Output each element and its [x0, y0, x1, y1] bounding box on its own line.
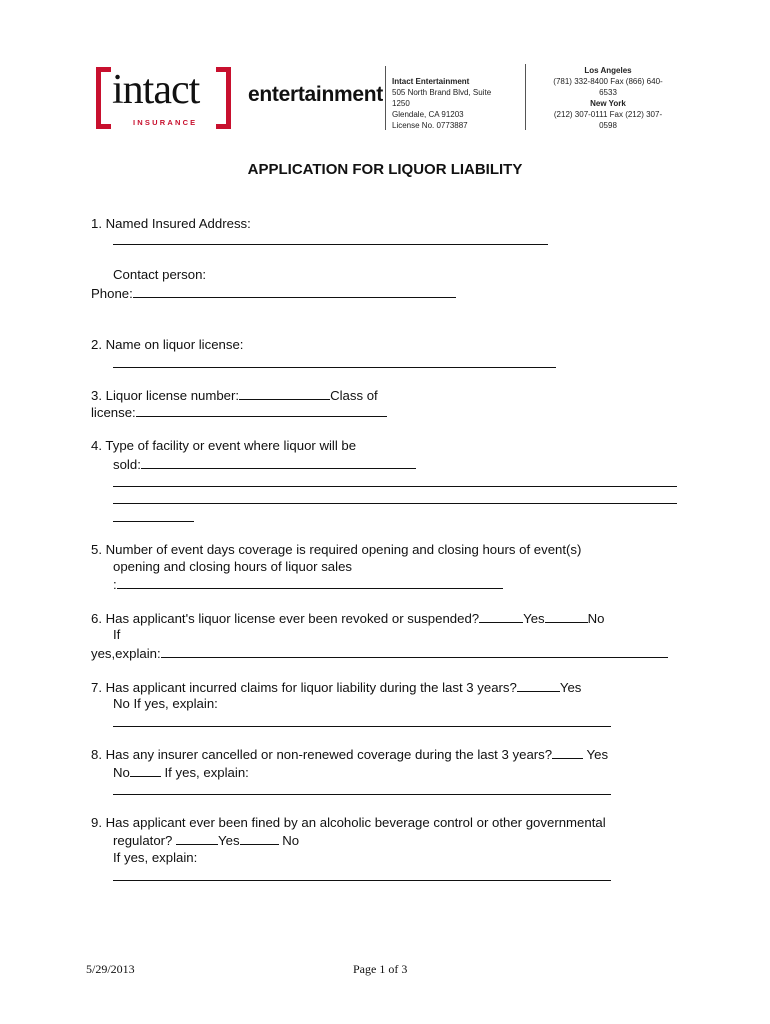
- q3-class-label: Class of: [330, 388, 378, 403]
- q3-class-row: [91, 403, 387, 422]
- header-divider-1: [385, 66, 386, 130]
- q6-yes-field[interactable]: [479, 609, 523, 623]
- office-name: Intact Entertainment: [392, 77, 470, 86]
- footer-date: 5/29/2013: [86, 962, 135, 976]
- q8-explain-field[interactable]: [113, 794, 611, 795]
- q7-label: 7. Has applicant incurred claims for liquor liability during the last 3 years?: [91, 680, 517, 695]
- logo-division: entertainment: [248, 83, 383, 106]
- q7-explain-field[interactable]: [113, 726, 611, 727]
- q1-contact-label: Contact person:: [113, 267, 207, 282]
- q9-regulator-label: regulator?: [113, 833, 177, 848]
- q1-phone-field[interactable]: [133, 284, 456, 298]
- office-address-1: 505 North Brand Blvd, Suite: [392, 88, 492, 97]
- q5-label: 5. Number of event days coverage is required opening and closing hours of event(s): [91, 542, 582, 557]
- q2-label: 2. Name on liquor license:: [91, 337, 244, 352]
- q6-explain-label: yes,explain:: [91, 646, 161, 661]
- q9-explain-field[interactable]: [113, 880, 611, 881]
- q1-address-field[interactable]: [113, 244, 548, 245]
- q6-no-field[interactable]: [545, 609, 588, 623]
- q5-line2: opening and closing hours of liquor sales: [113, 559, 352, 574]
- q4-line-2[interactable]: [113, 503, 677, 504]
- office-license: License No. 0773887: [392, 121, 468, 130]
- q8-no-field[interactable]: [130, 763, 161, 777]
- q5-field-row: [113, 575, 503, 594]
- office-address-3: Glendale, CA 91203: [392, 110, 464, 119]
- q3-license-number-field[interactable]: [239, 386, 330, 400]
- q3-class-field[interactable]: [136, 403, 387, 417]
- q6-if: If: [113, 627, 121, 642]
- logo-bracket-left: [96, 67, 111, 129]
- q5-colon: :: [113, 577, 117, 592]
- q4-sold-row: [113, 455, 416, 474]
- q4-sold-field[interactable]: [141, 455, 416, 469]
- q9-label: 9. Has applicant ever been fined by an alcoholic beverage control or other governmental: [91, 815, 606, 830]
- q8-explain-label: If yes, explain:: [160, 765, 249, 780]
- ny-phone-1: (212) 307-0111 Fax (212) 307-: [553, 110, 663, 119]
- q6-explain-row: [91, 644, 668, 663]
- logo-bracket-right: [216, 67, 231, 129]
- q1-phone-label: Phone:: [91, 286, 133, 301]
- office-address-2: 1250: [392, 99, 410, 108]
- footer-page-number: Page 1 of 3: [353, 962, 408, 976]
- q8-row: [91, 745, 608, 764]
- q7-line2: No If yes, explain:: [113, 696, 218, 711]
- header-divider-2: [525, 64, 526, 130]
- page-title: APPLICATION FOR LIQUOR LIABILITY: [247, 161, 523, 178]
- q7-row: [91, 678, 581, 697]
- q1-phone-row: [91, 284, 456, 303]
- logo-brand: intact: [112, 67, 200, 113]
- q2-license-name-field[interactable]: [113, 367, 556, 368]
- logo-subtitle: INSURANCE: [133, 118, 198, 127]
- q9-explain-label: If yes, explain:: [113, 850, 198, 865]
- office-info-phones: [533, 65, 683, 131]
- q4-label: 4. Type of facility or event where liquor will be: [91, 438, 357, 453]
- q8-yes-field[interactable]: [552, 745, 583, 759]
- q8-line2: [113, 763, 249, 782]
- q8-yes-label: Yes: [583, 747, 609, 762]
- q8-no-label: No: [113, 765, 130, 780]
- la-title: Los Angeles: [584, 66, 632, 75]
- q4-sold-label: sold:: [113, 457, 141, 472]
- ny-phone-2: 0598: [599, 121, 617, 130]
- q9-line2: [113, 831, 299, 850]
- la-phone-1: (781) 332-8400 Fax (866) 640-: [553, 77, 663, 86]
- q3-label: 3. Liquor license number:: [91, 388, 240, 403]
- q3-license-label: license:: [91, 405, 136, 420]
- q6-yes-label: Yes: [523, 611, 545, 626]
- q3-row: [91, 386, 378, 405]
- q9-no-label: No: [278, 833, 300, 848]
- q4-line-3[interactable]: [113, 521, 194, 522]
- la-phone-2: 6533: [599, 88, 617, 97]
- q7-yes-label: Yes: [559, 680, 582, 695]
- q6-row: [91, 609, 605, 628]
- q8-label: 8. Has any insurer cancelled or non-renewed coverage during the last 3 years?: [91, 747, 553, 762]
- q4-line-1[interactable]: [113, 486, 677, 487]
- q6-no-label: No: [587, 611, 605, 626]
- q1-label: 1. Named Insured Address:: [91, 216, 251, 231]
- q9-no-field[interactable]: [240, 831, 279, 845]
- ny-title: New York: [590, 99, 626, 108]
- q9-yes-field[interactable]: [176, 831, 218, 845]
- q6-explain-field[interactable]: [161, 644, 668, 658]
- office-info-glendale: [392, 76, 512, 131]
- q9-yes-label: Yes: [218, 833, 240, 848]
- q7-yes-field[interactable]: [517, 678, 560, 692]
- q6-label: 6. Has applicant's liquor license ever been revoked or suspended?: [91, 611, 480, 626]
- q5-hours-field[interactable]: [117, 575, 503, 589]
